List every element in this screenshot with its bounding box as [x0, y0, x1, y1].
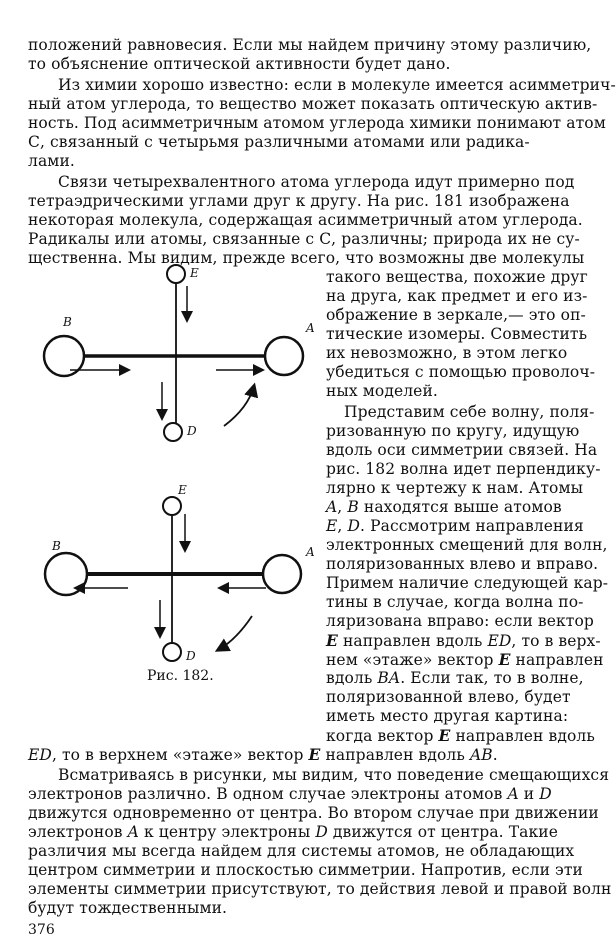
- text-line: тические изомеры. Совместить: [326, 325, 588, 343]
- figure-caption: Рис. 182.: [147, 668, 214, 684]
- text-span: и: [518, 785, 540, 803]
- text-line: то объяснение оптической активности будет дано.: [28, 55, 451, 73]
- text-line: [326, 517, 584, 536]
- text-line: Представим себе волну, поля-: [344, 403, 595, 421]
- text-span: когда вектор: [326, 727, 439, 745]
- segment-ed-symbol: ED: [28, 746, 52, 764]
- atom-a-circle: [265, 337, 303, 375]
- text-line: положений равновесия. Если мы найдем причину этому различию,: [28, 36, 592, 54]
- label-d: D: [186, 649, 196, 663]
- text-line: Примем наличие следующей кар-: [326, 574, 609, 592]
- text-span: электронов: [28, 823, 128, 841]
- text-line: различия мы всегда найдем для системы атомов, не обладающих: [28, 842, 575, 860]
- atom-d-circle: [164, 423, 182, 441]
- text-line: на друга, как предмет и его из-: [326, 287, 588, 305]
- text-line: ность. Под асимметричным атомом углерода химики понимают атом: [28, 114, 606, 132]
- text-line: [326, 498, 562, 517]
- label-e: E: [190, 266, 199, 280]
- text-line: рис. 182 волна идет перпендику-: [326, 460, 601, 478]
- text-span: направлен вдоль: [450, 727, 595, 745]
- atom-d-symbol: D: [315, 823, 328, 841]
- text-line: [28, 745, 498, 765]
- text-line: центром симметрии и плоскостью симметрии. Напротив, если эти: [28, 861, 583, 879]
- text-span: , то в верх-: [511, 632, 601, 650]
- text-span: находятся выше атомов: [358, 498, 562, 516]
- text-line: [326, 726, 595, 746]
- text-span: вдоль: [326, 669, 378, 687]
- text-line: [326, 669, 584, 688]
- text-line: [28, 823, 558, 842]
- page-number: 376: [28, 922, 55, 938]
- text-line: тетраэдрическими углами друг к другу. На рис. 181 изображена: [28, 192, 570, 210]
- text-line: вдоль оси симметрии связей. На: [326, 441, 598, 459]
- rotation-arrow: [218, 616, 252, 650]
- text-line: [326, 631, 601, 651]
- text-line: щественна. Мы видим, прежде всего, что возможны две молекулы: [28, 249, 585, 267]
- label-e: E: [178, 483, 187, 497]
- text-span: направлен: [510, 651, 604, 669]
- text-span: нем «этаже» вектор: [326, 651, 499, 669]
- text-line: Всматриваясь в рисунки, мы видим, что поведение смещающихся: [58, 766, 610, 784]
- vector-e-symbol: E: [308, 745, 321, 764]
- label-d: D: [187, 424, 197, 438]
- text-line: тины в случае, когда волна по-: [326, 593, 584, 611]
- atom-d-symbol: D: [347, 517, 361, 535]
- text-line: ляризована вправо: если вектор: [326, 612, 594, 630]
- atom-b-symbol: B: [347, 498, 359, 516]
- text-line: такого вещества, похожие друг: [326, 268, 588, 286]
- text-line: иметь место другая картина:: [326, 707, 569, 725]
- text-line: поляризованной влево, будет: [326, 688, 571, 706]
- segment-ab-symbol: AB: [469, 746, 493, 764]
- text-line: электронных смещений для волн,: [326, 536, 608, 554]
- text-span: электронов различно. В одном случае электроны атомов: [28, 785, 508, 803]
- vector-e-symbol: E: [498, 650, 511, 669]
- atom-d-circle: [163, 643, 181, 661]
- atom-e-circle: [167, 265, 185, 283]
- text-line: С, связанный с четырьмя различными атомами или радика-: [28, 133, 530, 151]
- label-a: A: [306, 321, 315, 335]
- text-line: поляризованных влево и вправо.: [326, 555, 599, 573]
- text-line: Из химии хорошо известно: если в молекуле имеется асимметрич-: [58, 76, 616, 94]
- rotation-arrow: [224, 386, 254, 426]
- text-line: ризованную по кругу, идущую: [326, 422, 580, 440]
- vector-e-symbol: E: [438, 726, 451, 745]
- text-span: ,: [337, 517, 348, 535]
- segment-ed-symbol: ED: [487, 632, 512, 650]
- molecule-figure-upper: [30, 258, 320, 448]
- text-line: [326, 650, 604, 670]
- atom-a-symbol: A: [326, 498, 338, 516]
- atom-d-symbol: D: [539, 785, 552, 803]
- text-span: . Рассмотрим направления: [360, 517, 584, 535]
- text-line: их невозможно, в этом легко: [326, 344, 568, 362]
- text-line: Радикалы или атомы, связанные с С, различны; природа их не су-: [28, 230, 580, 248]
- text-span: ,: [337, 498, 348, 516]
- text-line: ный атом углерода, то вещество может показать оптическую актив-: [28, 95, 598, 113]
- molecule-figure-lower: [30, 474, 320, 674]
- segment-ba-symbol: BA: [377, 669, 401, 687]
- text-span: .: [492, 746, 498, 764]
- label-b: B: [52, 539, 61, 553]
- text-line: [28, 785, 552, 804]
- atom-e-symbol: E: [326, 517, 338, 535]
- text-line: лярно к чертежу к нам. Атомы: [326, 479, 584, 497]
- text-line: ных моделей.: [326, 382, 438, 400]
- atom-a-symbol: A: [127, 823, 139, 841]
- text-line: лами.: [28, 152, 75, 170]
- vector-e-symbol: E: [326, 631, 338, 650]
- label-b: B: [63, 315, 72, 329]
- text-span: . Если так, то в волне,: [400, 669, 584, 687]
- text-line: будут тождественными.: [28, 899, 228, 917]
- text-line: некоторая молекула, содержащая асимметричный атом углерода.: [28, 211, 583, 229]
- atom-a-circle: [263, 555, 301, 593]
- text-span: , то в верхнем «этаже» вектор: [51, 746, 309, 764]
- text-span: направлен вдоль: [320, 746, 470, 764]
- text-line: ображение в зеркале,— это оп-: [326, 306, 586, 324]
- text-line: убедиться с помощью проволоч-: [326, 363, 596, 381]
- atom-a-symbol: A: [507, 785, 519, 803]
- text-line: элементы симметрии присутствуют, то действия левой и правой волн: [28, 880, 612, 898]
- text-span: направлен вдоль: [337, 632, 488, 650]
- atom-e-circle: [163, 497, 181, 515]
- label-a: A: [306, 545, 315, 559]
- text-span: к центру электроны: [138, 823, 316, 841]
- text-span: движутся от центра. Такие: [327, 823, 558, 841]
- text-line: Связи четырехвалентного атома углерода идут примерно под: [58, 173, 575, 191]
- text-line: движутся одновременно от центра. Во втором случае при движении: [28, 804, 599, 822]
